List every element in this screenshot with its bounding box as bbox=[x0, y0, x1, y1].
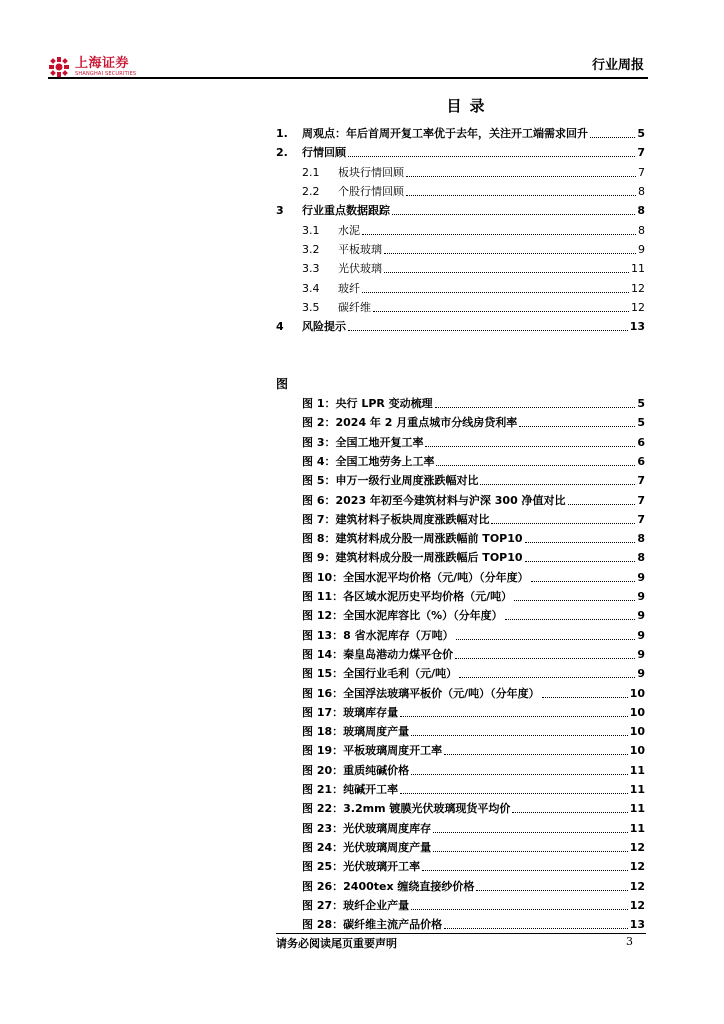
dot-leader bbox=[435, 407, 636, 408]
toc-entry-label: 碳纤维 bbox=[338, 301, 371, 314]
shanghai-securities-logo-icon bbox=[48, 56, 70, 78]
figure-entry[interactable] bbox=[302, 703, 645, 720]
dot-leader bbox=[512, 812, 627, 813]
figure-entry[interactable] bbox=[302, 606, 645, 623]
dot-leader bbox=[406, 176, 636, 177]
figure-entry[interactable] bbox=[302, 838, 645, 855]
figure-entry-label: 图 12：全国水泥库容比（%）（分年度） bbox=[302, 609, 503, 622]
dot-leader bbox=[433, 851, 628, 852]
toc-entry-label: 光伏玻璃 bbox=[338, 262, 382, 275]
figure-entry-page: 11 bbox=[629, 764, 645, 777]
figure-entry[interactable] bbox=[302, 510, 645, 527]
figure-entry[interactable] bbox=[302, 780, 645, 797]
dot-leader bbox=[525, 561, 636, 562]
figure-entry-page: 6 bbox=[637, 455, 645, 468]
figure-entry[interactable] bbox=[302, 915, 645, 932]
toc-entry-number: 3.1 bbox=[302, 224, 320, 237]
figure-entry-label: 图 9：建筑材料成分股一周涨跌幅后 TOP10 bbox=[302, 551, 523, 564]
dot-leader bbox=[444, 754, 628, 755]
figure-entry-label: 图 14：秦皇岛港动力煤平仓价 bbox=[302, 648, 454, 661]
figure-entry-label: 图 16：全国浮法玻璃平板价（元/吨）（分年度） bbox=[302, 687, 540, 700]
toc-entry-number: 4 bbox=[276, 320, 284, 333]
page-header bbox=[48, 52, 648, 78]
figure-entry-label: 图 17：玻璃库存量 bbox=[302, 706, 399, 719]
figure-entry-page: 12 bbox=[629, 841, 645, 854]
figure-entry-page: 9 bbox=[637, 667, 645, 680]
figure-entry-page: 9 bbox=[637, 590, 645, 603]
figure-entry-label: 图 8：建筑材料成分股一周涨跌幅前 TOP10 bbox=[302, 532, 523, 545]
figure-entry-page: 9 bbox=[637, 629, 645, 642]
dot-leader bbox=[444, 928, 628, 929]
toc-entry-number: 3 bbox=[276, 204, 284, 217]
figure-entry[interactable] bbox=[302, 394, 645, 411]
figure-entry-page: 10 bbox=[629, 687, 645, 700]
figure-entry[interactable] bbox=[302, 896, 645, 913]
dot-leader bbox=[348, 156, 635, 157]
figure-entry-label: 图 3：全国工地开复工率 bbox=[302, 436, 424, 449]
toc-title: 目录 bbox=[446, 97, 493, 115]
figure-entry[interactable] bbox=[302, 587, 645, 604]
figure-entry-page: 5 bbox=[637, 416, 645, 429]
dot-leader bbox=[406, 195, 636, 196]
figure-entry[interactable] bbox=[302, 741, 645, 758]
figure-entry-page: 11 bbox=[629, 822, 645, 835]
figure-entry[interactable] bbox=[302, 645, 645, 662]
figure-entry[interactable] bbox=[302, 433, 645, 450]
figure-entry[interactable] bbox=[302, 529, 645, 546]
toc-entry-page: 9 bbox=[638, 243, 645, 256]
page-number: 3 bbox=[626, 935, 633, 948]
figure-entry[interactable] bbox=[302, 626, 645, 643]
figure-entry-label: 图 1：央行 LPR 变动梳理 bbox=[302, 397, 433, 410]
figure-entry[interactable] bbox=[302, 413, 645, 430]
toc-entry-page: 12 bbox=[631, 282, 645, 295]
figure-entry[interactable] bbox=[302, 491, 645, 508]
dot-leader bbox=[411, 735, 628, 736]
figure-entry[interactable] bbox=[302, 452, 645, 469]
toc-entry-page: 8 bbox=[638, 185, 645, 198]
figure-entry-page: 7 bbox=[637, 494, 645, 507]
figure-entry[interactable] bbox=[302, 799, 645, 816]
figure-entry-label: 图 4：全国工地劳务上工率 bbox=[302, 455, 435, 468]
dot-leader bbox=[400, 716, 628, 717]
figure-entry[interactable] bbox=[302, 857, 645, 874]
figure-entry-label: 图 26：2400tex 缠绕直接纱价格 bbox=[302, 880, 475, 893]
toc-entry-number: 2. bbox=[276, 146, 288, 159]
figure-entry-page: 9 bbox=[637, 571, 645, 584]
figure-entry[interactable] bbox=[302, 684, 645, 701]
figures-heading: 图 bbox=[276, 377, 289, 391]
dot-leader bbox=[514, 600, 635, 601]
dot-leader bbox=[476, 890, 627, 891]
company-logo bbox=[48, 56, 136, 78]
dot-leader bbox=[384, 253, 636, 254]
dot-leader bbox=[455, 658, 635, 659]
footer-divider bbox=[276, 933, 646, 934]
toc-entry-page: 13 bbox=[629, 320, 645, 333]
dot-leader bbox=[362, 292, 629, 293]
figure-entry-label: 图 27：玻纤企业产量 bbox=[302, 899, 410, 912]
toc-entry-page: 5 bbox=[637, 127, 645, 140]
toc-entry-number: 1. bbox=[276, 127, 288, 140]
figure-entry-label: 图 18：玻璃周度产量 bbox=[302, 725, 410, 738]
figure-entry-page: 7 bbox=[637, 474, 645, 487]
toc-entry-page: 7 bbox=[638, 166, 645, 179]
toc-entry[interactable] bbox=[276, 124, 645, 141]
dot-leader bbox=[456, 639, 636, 640]
figure-entry-page: 11 bbox=[629, 783, 645, 796]
figure-entry-page: 11 bbox=[629, 802, 645, 815]
toc-entry-label: 平板玻璃 bbox=[338, 243, 382, 256]
toc-entry[interactable] bbox=[302, 298, 645, 315]
toc-entry[interactable] bbox=[302, 240, 645, 257]
toc-entry-label: 周观点：年后首周开复工率优于去年，关注开工端需求回升 bbox=[302, 127, 588, 140]
dot-leader bbox=[590, 137, 635, 138]
toc-entry-page: 8 bbox=[638, 224, 645, 237]
figure-entry[interactable] bbox=[302, 664, 645, 681]
dot-leader bbox=[480, 484, 635, 485]
figure-entry-label: 图 25：光伏玻璃开工率 bbox=[302, 860, 421, 873]
toc-entry[interactable] bbox=[302, 163, 645, 180]
figure-entry[interactable] bbox=[302, 722, 645, 739]
figure-entry-label: 图 6：2023 年初至今建筑材料与沪深 300 净值对比 bbox=[302, 494, 566, 507]
dot-leader bbox=[433, 832, 628, 833]
figure-entry-label: 图 20：重质纯碱价格 bbox=[302, 764, 410, 777]
figure-entry[interactable] bbox=[302, 761, 645, 778]
dot-leader bbox=[525, 542, 636, 543]
figure-entry-label: 图 21：纯碱开工率 bbox=[302, 783, 399, 796]
dot-leader bbox=[411, 909, 628, 910]
logo-name-en: SHANGHAI SECURITIES bbox=[75, 71, 137, 77]
figure-entry-page: 9 bbox=[637, 609, 645, 622]
figure-entry-label: 图 13：8 省水泥库存（万吨） bbox=[302, 629, 454, 642]
figure-entry-page: 12 bbox=[629, 899, 645, 912]
figure-entry-label: 图 15：全国行业毛利（元/吨） bbox=[302, 667, 458, 680]
toc-entry-label: 风险提示 bbox=[302, 320, 346, 333]
dot-leader bbox=[392, 214, 635, 215]
toc-entry-label: 个股行情回顾 bbox=[338, 185, 404, 198]
dot-leader bbox=[436, 465, 635, 466]
figure-entry-page: 10 bbox=[629, 725, 645, 738]
toc-entry-label: 行业重点数据跟踪 bbox=[302, 204, 390, 217]
figure-entry-page: 6 bbox=[637, 436, 645, 449]
toc-entry-label: 板块行情回顾 bbox=[338, 166, 404, 179]
report-type-label: 行业周报 bbox=[591, 58, 644, 73]
dot-leader bbox=[362, 234, 636, 235]
logo-name-cn: 上海证券 bbox=[75, 56, 130, 71]
toc-entry-number: 3.2 bbox=[302, 243, 320, 256]
figure-entry-label: 图 11：各区域水泥历史平均价格（元/吨） bbox=[302, 590, 513, 603]
figure-entry-label: 图 2：2024 年 2 月重点城市分线房贷利率 bbox=[302, 416, 518, 429]
dot-leader bbox=[422, 870, 628, 871]
figure-entry[interactable] bbox=[302, 819, 645, 836]
toc-entry-label: 水泥 bbox=[338, 224, 360, 237]
toc-entry-label: 行情回顾 bbox=[302, 146, 346, 159]
dot-leader bbox=[411, 774, 628, 775]
header-divider bbox=[48, 77, 648, 79]
toc-entry[interactable] bbox=[302, 221, 645, 238]
figure-entry-label: 图 28：碳纤维主流产品价格 bbox=[302, 918, 443, 931]
figure-entry-page: 8 bbox=[637, 551, 645, 564]
toc-entry[interactable] bbox=[302, 259, 645, 276]
toc-entry[interactable] bbox=[276, 201, 645, 218]
toc-entry-number: 3.5 bbox=[302, 301, 320, 314]
figure-entry[interactable] bbox=[302, 877, 645, 894]
figure-entry-label: 图 5：申万一级行业周度涨跌幅对比 bbox=[302, 474, 479, 487]
figure-entry[interactable] bbox=[302, 548, 645, 565]
dot-leader bbox=[542, 697, 628, 698]
toc-entry-page: 7 bbox=[637, 146, 645, 159]
figure-entry-label: 图 19：平板玻璃周度开工率 bbox=[302, 744, 443, 757]
dot-leader bbox=[384, 272, 629, 273]
toc-entry[interactable] bbox=[276, 317, 645, 334]
disclaimer-note: 请务必阅读尾页重要声明 bbox=[276, 937, 397, 950]
toc-entry-number: 3.3 bbox=[302, 262, 320, 275]
dot-leader bbox=[519, 426, 635, 427]
figure-entry-label: 图 22：3.2mm 镀膜光伏玻璃现货平均价 bbox=[302, 802, 511, 815]
toc-entry-number: 2.2 bbox=[302, 185, 320, 198]
dot-leader bbox=[531, 581, 636, 582]
figure-entry[interactable] bbox=[302, 568, 645, 585]
dot-leader bbox=[373, 311, 629, 312]
figure-entry-page: 13 bbox=[629, 918, 645, 931]
figure-entry-page: 10 bbox=[629, 706, 645, 719]
dot-leader bbox=[505, 619, 636, 620]
dot-leader bbox=[425, 446, 635, 447]
figure-entry-page: 9 bbox=[637, 648, 645, 661]
dot-leader bbox=[348, 330, 628, 331]
toc-entry-number: 2.1 bbox=[302, 166, 320, 179]
dot-leader bbox=[568, 504, 636, 505]
toc-entry-page: 12 bbox=[631, 301, 645, 314]
toc-entry-label: 玻纤 bbox=[338, 282, 360, 295]
figure-entry-page: 7 bbox=[637, 513, 645, 526]
toc-entry[interactable] bbox=[302, 279, 645, 296]
figure-entry-label: 图 7：建筑材料子板块周度涨跌幅对比 bbox=[302, 513, 490, 526]
toc-entry[interactable] bbox=[302, 182, 645, 199]
figure-entry-label: 图 23：光伏玻璃周度库存 bbox=[302, 822, 432, 835]
dot-leader bbox=[491, 523, 635, 524]
figure-entry-page: 8 bbox=[637, 532, 645, 545]
toc-entry-page: 11 bbox=[631, 262, 645, 275]
dot-leader bbox=[459, 677, 635, 678]
figure-entry-page: 12 bbox=[629, 860, 645, 873]
toc-entry[interactable] bbox=[276, 143, 645, 160]
figure-entry[interactable] bbox=[302, 471, 645, 488]
figure-entry-page: 12 bbox=[629, 880, 645, 893]
toc-entry-number: 3.4 bbox=[302, 282, 320, 295]
toc-entry-page: 8 bbox=[637, 204, 645, 217]
figure-entry-page: 5 bbox=[637, 397, 645, 410]
figure-entry-label: 图 10：全国水泥平均价格（元/吨）（分年度） bbox=[302, 571, 529, 584]
figure-entry-label: 图 24：光伏玻璃周度产量 bbox=[302, 841, 432, 854]
figure-entry-page: 10 bbox=[629, 744, 645, 757]
dot-leader bbox=[400, 793, 628, 794]
